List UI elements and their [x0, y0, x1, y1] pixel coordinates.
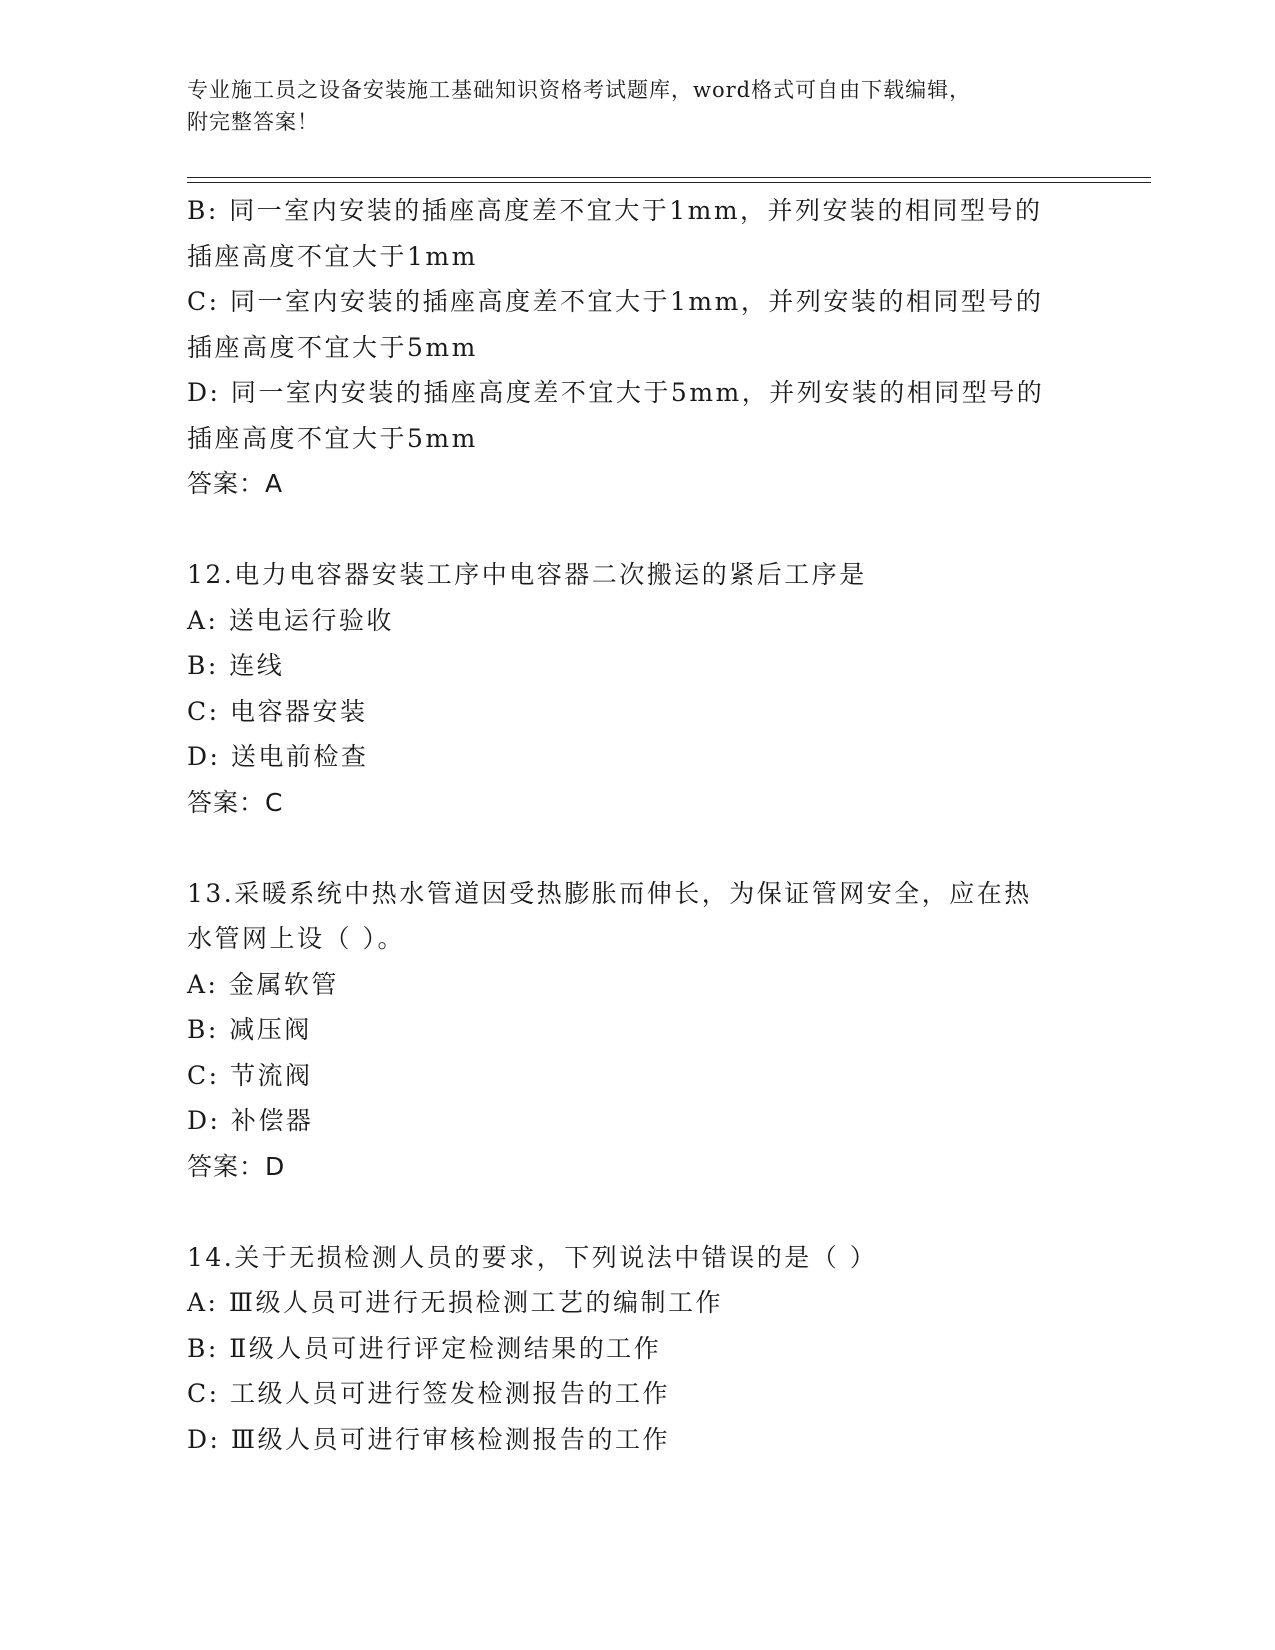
spacer [187, 507, 1087, 553]
option-d: D: Ⅲ级人员可进行审核检测报告的工作 [187, 1424, 671, 1454]
question-content [187, 188, 1087, 1462]
option-c: C: 工级人员可进行签发检测报告的工作 [187, 1379, 670, 1408]
header-line-1: 专业施工员之设备安装施工基础知识资格考试题库，word格式可自由下载编辑， [187, 78, 972, 102]
option-b: B: 连线 [187, 651, 285, 680]
question-14 [187, 1235, 1087, 1463]
option-b-line-2: 插座高度不宜大于1mm [187, 241, 478, 271]
question-stem: 12.电力电容器安装工序中电容器二次搬运的紧后工序是 [187, 560, 867, 589]
option-d: D: 补偿器 [187, 1106, 314, 1135]
header-divider-top [187, 177, 1151, 178]
option-c: C: 电容器安装 [187, 696, 368, 726]
spacer [187, 825, 1087, 871]
answer-line: 答案：D [187, 1151, 286, 1181]
option-a: A: 送电运行验收 [187, 605, 394, 635]
option-d: D: 送电前检查 [187, 742, 369, 771]
question-11-continued [187, 188, 1087, 507]
answer-line: 答案：C [187, 787, 284, 817]
option-b: B: Ⅱ级人员可进行评定检测结果的工作 [187, 1333, 662, 1363]
question-13 [187, 871, 1087, 1190]
option-a: A: 金属软管 [187, 969, 339, 999]
question-stem: 14.关于无损检测人员的要求，下列说法中错误的是（ ） [187, 1242, 878, 1272]
option-b-line-1: B: 同一室内安装的插座高度差不宜大于1mm，并列安装的相同型号的 [187, 196, 1043, 225]
question-stem-line-1: 13.采暖系统中热水管道因受热膨胀而伸长，为保证管网安全，应在热 [187, 878, 1032, 908]
header-divider-bottom [187, 182, 1151, 183]
header-line-2: 附完整答案！ [187, 110, 319, 134]
question-stem-line-2: 水管网上设（ ）。 [187, 924, 405, 953]
option-a: A: Ⅲ级人员可进行无损检测工艺的编制工作 [187, 1288, 724, 1317]
option-c-line-1: C: 同一室内安装的插座高度差不宜大于1mm，并列安装的相同型号的 [187, 287, 1044, 316]
document-header [187, 74, 1087, 138]
option-d-line-1: D: 同一室内安装的插座高度差不宜大于5mm，并列安装的相同型号的 [187, 378, 1045, 407]
option-c-line-2: 插座高度不宜大于5mm [187, 332, 478, 362]
spacer [187, 1189, 1087, 1235]
option-b: B: 减压阀 [187, 1015, 312, 1044]
question-12 [187, 552, 1087, 825]
answer-line: 答案：A [187, 469, 284, 498]
option-d-line-2: 插座高度不宜大于5mm [187, 423, 478, 453]
option-c: C: 节流阀 [187, 1060, 313, 1090]
